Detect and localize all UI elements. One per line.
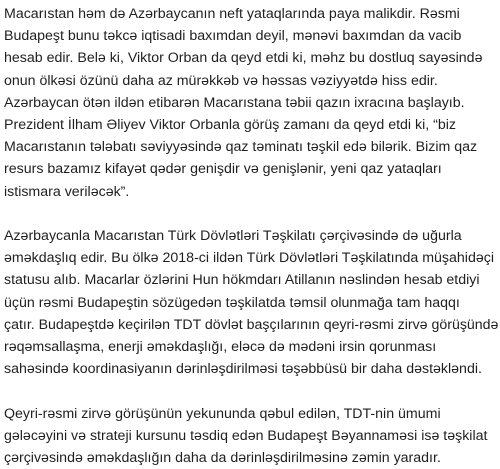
text-line: çərçivəsində əməkdaşlığın daha da dərinləşdirilməsinə zəmin yaradır. <box>4 450 441 467</box>
text-line: üçün rəsmi Budapeştin sözügedən təşkilatda təmsil olunmağa tam haqqı <box>4 294 460 311</box>
paragraph-budapest-declaration <box>4 403 500 469</box>
text-line: resurs bazamız kifayət qədər genişdir və genişlənir, yeni qaz yataqları <box>4 161 442 178</box>
paragraph-oil-gas <box>4 3 500 203</box>
text-line: sahəsində koordinasiyanın dərinləşdirilməsi təşəbbüsü bir daha dəstəkləndi. <box>4 361 482 378</box>
text-line: Qeyri-rəsmi zirvə görüşünün yekununda qəbul edilən, TDT-nin ümumi <box>4 405 441 422</box>
article-body <box>4 3 500 469</box>
text-line: statusu alıb. Macarlar özlərini Hun hökmdarı Atillanın nəslindən hesab etdiyi <box>4 272 480 289</box>
paragraph-spacer <box>4 380 500 402</box>
text-line: Macarıstan həm də Azərbaycanın neft yataqlarında paya malikdir. Rəsmi <box>4 6 460 22</box>
text-line: rəqəmsallaşma, enerji əməkdaşlığı, eləcə də mədəni irsin qorunması <box>4 339 437 356</box>
text-line: Macarıstanın tələbatı səviyyəsində qaz təminatı təşkil edə bilərik. Bizim qaz <box>4 139 478 156</box>
text-line: əməkdaşlıq edir. Bu ölkə 2018-ci ildən Türk Dövlətləri Təşkilatında müşahidəçi <box>4 250 494 267</box>
text-line: onun ölkəsi özünü daha az mürəkkəb və həssas vəziyyətdə hiss edir. <box>4 72 438 89</box>
text-line: çatır. Budapeştdə keçirilən TDT dövlət başçılarının qeyri-rəsmi zirvə görüşündə <box>4 316 499 333</box>
paragraph-spacer <box>4 203 500 225</box>
text-line: Budapeşt bunu təkcə iqtisadi baxımdan deyil, mənəvi baxımdan da vacib <box>4 28 462 45</box>
text-line: hesab edir. Belə ki, Viktor Orban da qeyd etdi ki, məhz bu dostluq sayəsində <box>4 50 483 67</box>
text-line: Azərbaycan ötən ildən etibarən Macarıstana təbii qazın ixracına başlayıb. <box>4 94 465 111</box>
text-line: gələcəyini və strateji kursunu təsdiq edən Budapeşt Bəyannaməsi isə təşkilat <box>4 427 488 444</box>
text-line: Azərbaycanla Macarıstan Türk Dövlətləri Təşkilatı çərçivəsində də uğurla <box>4 228 462 245</box>
text-line: istismara veriləcək”. <box>4 183 130 200</box>
text-line: Prezident İlham Əliyev Viktor Orbanla görüş zamanı da qeyd etdi ki, “biz <box>4 116 457 133</box>
paragraph-turkic-states <box>4 225 500 380</box>
